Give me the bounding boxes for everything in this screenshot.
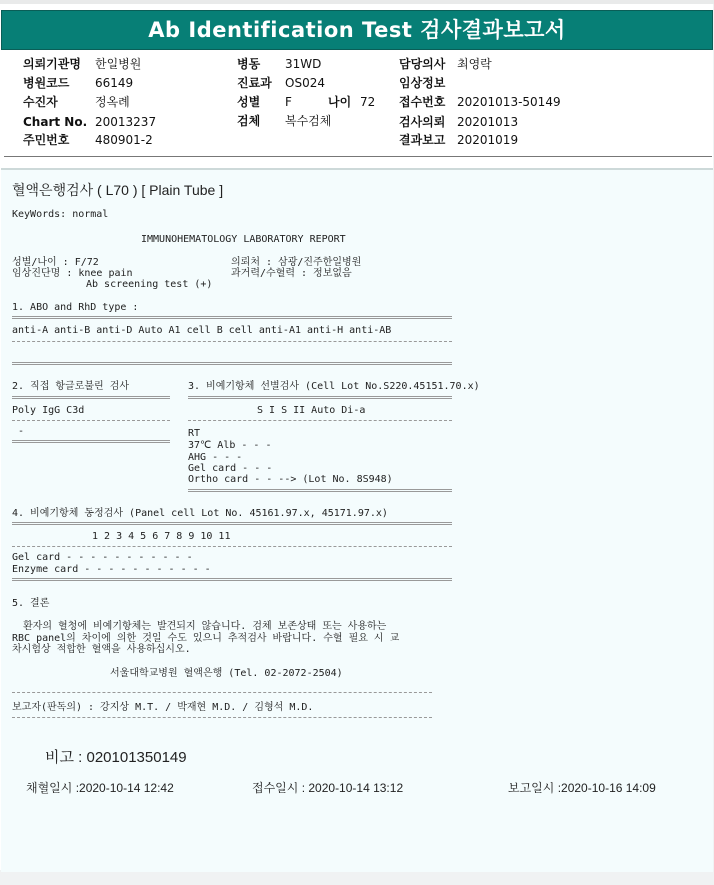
report-title: 혈액은행검사 ( L70 ) [ Plain Tube ] <box>12 182 224 198</box>
label-department: 진료과 <box>237 76 272 90</box>
value-resident-no: 480901-2 <box>95 133 153 147</box>
section-3-rule-mid <box>188 420 452 421</box>
section-1-rule-top <box>12 316 452 319</box>
value-institution: 한일병원 <box>95 57 142 71</box>
section-4-rule-top <box>12 522 452 525</box>
conclusion-line-3: 차시험상 적합한 혈액을 사용하십시오. <box>12 644 191 655</box>
label-patient: 수진자 <box>23 95 58 109</box>
reporter-rule-top <box>12 692 432 693</box>
label-resident-no: 주민번호 <box>23 133 70 147</box>
dat-values: - <box>18 426 25 437</box>
screening-row-ahg: AHG - - - <box>188 452 243 463</box>
section-4-rule-mid <box>12 546 452 547</box>
blood-bank-institution: 서울대학교병원 혈액은행 (Tel. 02-2072-2504) <box>110 668 343 679</box>
section-2-rule-top <box>12 396 170 399</box>
conclusion-line-2: RBC panel의 차이에 의한 것일 수도 있으니 추적검사 바랍니다. 수혈 필요 시 교 <box>12 633 400 644</box>
value-specimen: 복수검체 <box>285 114 332 128</box>
panel-cell-numbers: 1 2 3 4 5 6 7 8 9 10 11 <box>92 531 231 542</box>
label-result-report: 결과보고 <box>399 133 446 147</box>
section-4-rule-bottom <box>12 578 452 581</box>
referral: 의뢰처 : 삼광/진주한일병원 <box>231 257 362 268</box>
value-test-request: 20201013 <box>457 115 519 129</box>
screening-row-gel-card: Gel card - - - <box>188 463 273 474</box>
value-chart-no: 20013237 <box>95 115 157 129</box>
section-1-rule-mid <box>12 341 452 342</box>
section-3-rule-bottom <box>188 489 452 492</box>
header-divider <box>4 156 712 157</box>
value-result-report: 20201019 <box>457 133 519 147</box>
value-patient: 정옥례 <box>95 95 130 109</box>
dat-headers: Poly IgG C3d <box>12 405 85 416</box>
screening-row-37c-alb: 37℃ Alb - - - <box>188 440 272 451</box>
label-physician: 담당의사 <box>399 57 446 71</box>
report-banner-title: Ab Identification Test 검사결과보고서 <box>1 10 713 50</box>
panel-row-gel-card: Gel card - - - - - - - - - - - <box>12 552 193 563</box>
top-border <box>0 0 714 4</box>
value-hospital-code: 66149 <box>95 76 134 90</box>
reported-datetime: 보고일시 :2020-10-16 14:09 <box>508 781 656 795</box>
section-1-title: 1. ABO and RhD type : <box>12 302 139 313</box>
value-sex: F <box>285 95 292 109</box>
received-datetime: 접수일시 : 2020-10-14 13:12 <box>252 781 404 795</box>
label-institution: 의뢰기관명 <box>23 57 81 71</box>
label-hospital-code: 병원코드 <box>23 76 70 90</box>
screening-row-ortho-card: Ortho card - - --> (Lot No. 8S948) <box>188 474 393 485</box>
section-2-rule-mid <box>12 420 170 421</box>
section-2-rule-bottom <box>12 440 170 443</box>
panel-row-enzyme-card: Enzyme card - - - - - - - - - - - <box>12 564 211 575</box>
transfusion-history: 과거력/수혈력 : 정보없음 <box>231 268 352 279</box>
conclusion-line-1: 환자의 혈청에 비예기항체는 발견되지 않습니다. 검체 보존상태 또는 사용하는 <box>23 621 387 632</box>
screening-headers: S I S II Auto Di-a <box>257 405 366 416</box>
section-2-title: 2. 직접 항글로불린 검사 <box>12 381 130 392</box>
screening-note: Ab screening test (+) <box>86 279 213 290</box>
value-age: 72 <box>360 95 376 109</box>
label-sex: 성별 <box>237 95 261 109</box>
collection-datetime: 채혈일시 :2020-10-14 12:42 <box>26 781 174 795</box>
lab-report-title: IMMUNOHEMATOLOGY LABORATORY REPORT <box>141 234 346 245</box>
reporter-rule-bottom <box>12 717 432 718</box>
screening-row-rt: RT <box>188 428 201 439</box>
label-test-request: 검사의뢰 <box>399 115 446 129</box>
value-ward: 31WD <box>285 57 322 71</box>
keywords: KeyWords: normal <box>12 209 109 220</box>
sex-age: 성별/나이 : F/72 <box>12 257 99 268</box>
label-chart-no: Chart No. <box>23 115 88 129</box>
value-receipt-no: 20201013-50149 <box>457 95 561 109</box>
label-receipt-no: 접수번호 <box>399 95 446 109</box>
value-department: OS024 <box>285 76 325 90</box>
clinical-diagnosis: 임상진단명 : knee pain <box>12 268 133 279</box>
reporters: 보고자(판독의) : 강지상 M.T. / 박재현 M.D. / 김형석 M.D. <box>12 702 314 713</box>
label-age: 나이 <box>328 95 352 109</box>
value-physician: 최영락 <box>457 57 492 71</box>
label-clinical-info: 임상정보 <box>399 76 446 90</box>
section-1-rule-bottom <box>12 362 452 365</box>
section-3-rule-top <box>188 396 452 399</box>
abo-headers: anti-A anti-B anti-D Auto A1 cell B cell anti-A1 anti-H anti-AB <box>12 325 392 336</box>
remark: 비고 : 020101350149 <box>45 749 187 766</box>
label-ward: 병동 <box>237 57 261 71</box>
label-specimen: 검체 <box>237 114 261 128</box>
section-4-title: 4. 비예기항체 동정검사 (Panel cell Lot No. 45161.97.x, 45171.97.x) <box>12 508 388 519</box>
section-5-title: 5. 결론 <box>12 598 50 609</box>
section-3-title: 3. 비예기항체 선별검사 (Cell Lot No.S220.45151.70.x) <box>188 381 480 392</box>
